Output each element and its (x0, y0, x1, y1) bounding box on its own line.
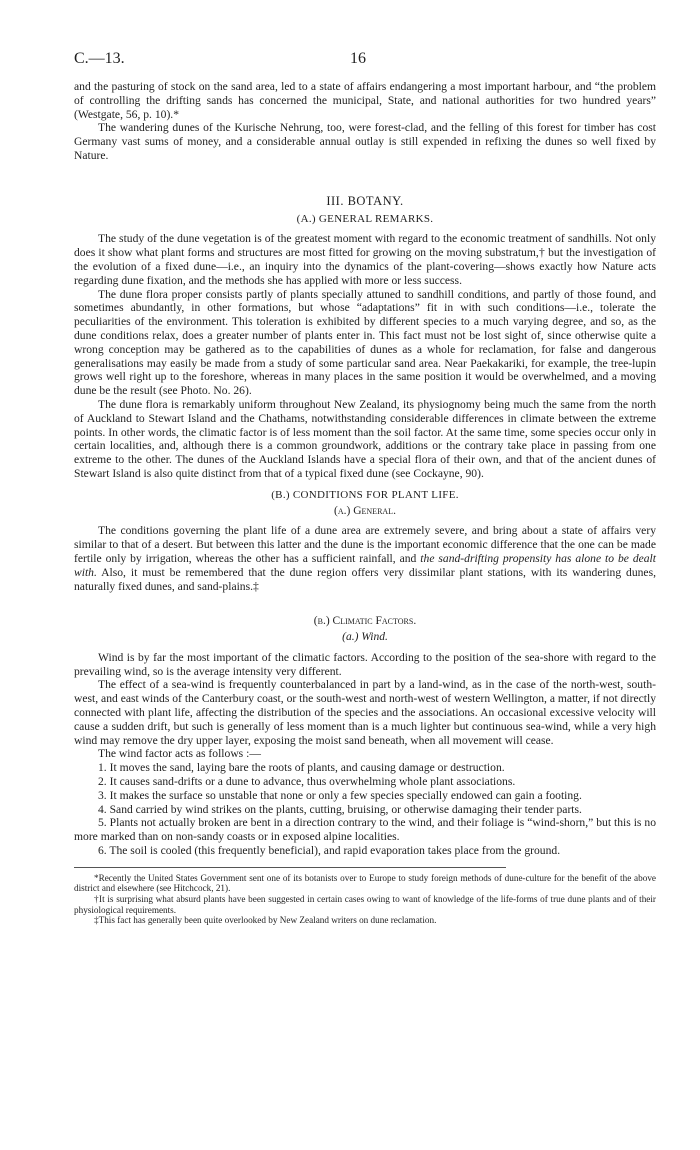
conditions-paragraph-lead: The conditions governing the plant life of a dune area are extremely severe, and bring about a state of affairs very similar to that of a desert. But between this latter and the dune is the important economic difference that the one can be made fertile only by irrigation, whereas the other has a sufficient rainfall, and (74, 524, 656, 565)
general-remarks-paragraph-3: The dune flora is remarkably uniform throughout New Zealand, its physiognomy being much the same from the north of Auckland to Stewart Island and the Chathams, notwithstanding considerable differences in climate between the extreme points. In other words, the climatic factor is of less moment than the soil factor. At the same time, some species occur only in certain localities, and, although there is a common groundwork, additions or the contrary take place in passing from one extreme to the other. The dunes of the Auckland Islands have a special flora of their own, and that of the ancient dunes of Stewart Island is also quite distinct from that of a typical fixed dune (see Cockayne, 90). (74, 397, 656, 480)
wind-paragraph-1: Wind is by far the most important of the climatic factors. According to the position of the sea-shore with regard to the prevailing wind, so is the average intensity very different. (74, 650, 656, 678)
page-header (74, 50, 656, 70)
subheading-wind (74, 631, 656, 645)
section-heading: III. BOTANY. (326, 193, 404, 208)
subheading-general-text: (a.) General. (334, 504, 396, 517)
wind-paragraph-2: The effect of a sea-wind is frequently counterbalanced in part by a land-wind, as in the case of the north-west, south-west, and east winds of the Canterbury coast, or the south-west and north-west of western Wellington, a matter, if not directly connected with plant life, affecting the distribution of the species and the associations. An occasional excessive velocity will cause a sudden drift, but such is generally of less moment than is a much lighter but continuous sea-wind, while a very high wind may remove the dry upper layer, exposing the moist sand beneath, when all movement will cease. (74, 678, 656, 747)
subheading-wind-text: (a.) Wind. (342, 631, 388, 644)
subsection-heading-b: (B.) CONDITIONS FOR PLANT LIFE. (271, 488, 459, 501)
wind-list-item: 2. It causes sand-drifts or a dune to advance, thus overwhelming whole plant associations. (98, 775, 516, 789)
wind-list-item: 4. Sand carried by wind strikes on the plants, cutting, bruising, or otherwise damaging their tender parts. (98, 802, 582, 816)
footnote: †It is surprising what absurd plants have been suggested in certain cases owing to want of knowledge of the life-forms of true dune plants and of their physiological requirements. (74, 894, 656, 915)
wind-list-item: 3. It makes the surface so unstable that none or only a few species specially endowed can gain a footing. (98, 788, 582, 802)
subheading-climatic-factors-text: (b.) Climatic Factors. (313, 615, 417, 628)
general-remarks-paragraph-1: The study of the dune vegetation is of the greatest moment with regard to the economic treatment of sandhills. Not only does it show what plant forms and structures are most fitted for growing on the moving substratum,† but the investigation of the evolution of a fixed dune—i.e., an inquiry into the dynamics of the plant-covering—shows exactly how Nature acts regarding dune fixation, and the methods she has applied with more or less success. (74, 232, 656, 287)
intro-paragraph-2: The wandering dunes of the Kurische Nehrung, too, were forest-clad, and the felling of this forest for timber has cost Germany vast sums of money, and a considerable annual outlay is still expended in refixing the dunes so well fixed by Nature. (74, 121, 656, 162)
footnotes (74, 873, 656, 926)
wind-list-item: 6. The soil is cooled (this frequently beneficial), and rapid evaporation takes place from the ground. (98, 844, 561, 858)
footnote: ‡This fact has generally been quite overlooked by New Zealand writers on dune reclamation. (94, 915, 437, 926)
conditions-paragraph-emphasis: the sand-drifting propensity has alone to be dealt with. (74, 551, 657, 579)
document-reference: C.—13. (74, 50, 125, 67)
wind-list-item: 1. It moves the sand, laying bare the roots of plants, and causing damage or destruction. (98, 761, 505, 775)
footnote-divider (74, 867, 506, 868)
subheading-general (74, 505, 656, 519)
wind-paragraph-3: The wind factor acts as follows :— (98, 747, 261, 761)
footnote: *Recently the United States Government sent one of its botanists over to Europe to study foreign methods of dune-culture for the benefit of the above district and elsewhere (see Hitchcock, 21). (74, 872, 656, 894)
wind-list-item: 5. Plants not actually broken are bent in a direction contrary to the wind, and their foliage is “wind-shorn,” but this is no more marked than on non-sandy coasts or in exposed alpine localities. (74, 816, 656, 844)
subheading-climatic-factors (74, 615, 656, 629)
page-number: 16 (350, 50, 366, 67)
conditions-paragraph (74, 524, 656, 593)
general-remarks-paragraph-2: The dune flora proper consists partly of plants specially attuned to sandhill conditions, and partly of those found, and sometimes abundantly, in other formations, but whose “adaptations” fit in with such conditions—i.e., tolerate the peculiarities of the environment. This toleration is exhibited by different species to a much varying degree, and so, as the dune conditions relax, does a greater number of plants enter in. This fact must not be lost sight of, since otherwise quite a wrong conception may be gathered as to the capabilities of dunes as a whole for reclamation, for false and dangerous generalisations may easily be made from a study of some particular sand area. Near Paekakariki, for example, the tree-lupin grows well right up to the foreshore, whereas in many places in the same position it would be overwhelmed, and a moving dune be the result (see Photo. No. 26). (74, 287, 656, 398)
page-body (74, 80, 656, 926)
subsection-heading-a: (A.) GENERAL REMARKS. (296, 212, 434, 225)
conditions-paragraph-tail: Also, it must be remembered that the dune region offers very dissimilar plant stations, with its wandering dunes, naturally fixed dunes, and sand-plains.‡ (74, 565, 656, 593)
intro-paragraph-1: and the pasturing of stock on the sand area, led to a state of affairs endangering a most important harbour, and “the problem of controlling the drifting sands has concerned the municipal, State, and national authorities for two hundred years” (Westgate, 56, p. 10).* (74, 80, 656, 121)
